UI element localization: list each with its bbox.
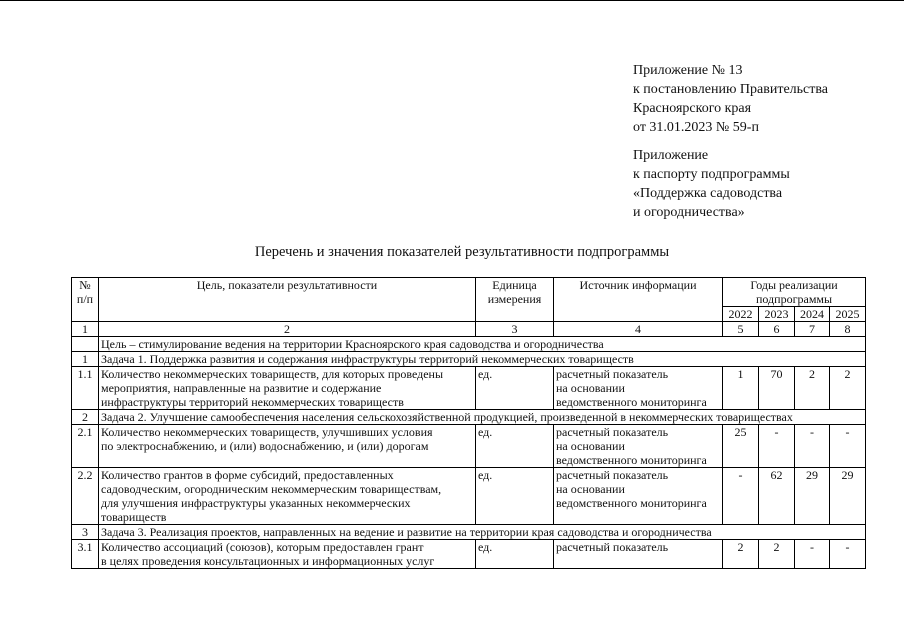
indicator-line: Количество грантов в форме субсидий, предоставленных bbox=[101, 468, 394, 482]
appendix-line: к постановлению Правительства bbox=[633, 82, 829, 97]
table-header-row bbox=[72, 278, 866, 307]
task-num: 2 bbox=[72, 410, 99, 425]
year-cell: 2023 bbox=[759, 307, 795, 322]
value-2024: - bbox=[795, 425, 830, 468]
indicator-unit: ед. bbox=[476, 468, 554, 525]
value-2022: - bbox=[723, 468, 759, 525]
value-2024: 2 bbox=[795, 367, 830, 410]
value-2022: 1 bbox=[723, 367, 759, 410]
value-2024: 29 bbox=[795, 468, 830, 525]
header-years-label: Годы реализации bbox=[750, 278, 838, 292]
goal-row bbox=[72, 337, 866, 352]
indicator-unit: ед. bbox=[476, 367, 554, 410]
value-2022: 2 bbox=[723, 540, 759, 569]
column-number: 8 bbox=[830, 322, 866, 337]
source-line: на основании bbox=[556, 482, 625, 496]
value-2022: 25 bbox=[723, 425, 759, 468]
year-cell: 2022 bbox=[723, 307, 759, 322]
value-2023: 2 bbox=[759, 540, 795, 569]
source-line: расчетный показатель bbox=[556, 540, 669, 554]
header-num-label: № bbox=[79, 278, 91, 292]
header-source-cell: Источник информации bbox=[554, 278, 723, 322]
indicator-unit: ед. bbox=[476, 425, 554, 468]
indicator-num: 2.2 bbox=[72, 468, 99, 525]
value-2025: - bbox=[830, 540, 866, 569]
goal-num-cell bbox=[72, 337, 99, 352]
column-number-row bbox=[72, 322, 866, 337]
column-number: 2 bbox=[99, 322, 476, 337]
header-num-cell bbox=[72, 278, 99, 322]
indicator-text bbox=[99, 425, 476, 468]
indicator-source bbox=[554, 468, 723, 525]
appendix-line: и огородничества» bbox=[633, 205, 745, 220]
indicator-line: мероприятия, направленные на развитие и содержание bbox=[101, 381, 382, 395]
indicator-source bbox=[554, 540, 723, 569]
appendix-block bbox=[633, 61, 828, 137]
header-unit-label: измерения bbox=[487, 292, 542, 306]
indicator-line: в целях проведения консультационных и информационных услуг bbox=[101, 554, 435, 568]
value-2023: - bbox=[759, 425, 795, 468]
source-line: ведомственного мониторинга bbox=[556, 453, 707, 467]
value-2023: 70 bbox=[759, 367, 795, 410]
column-number: 6 bbox=[759, 322, 795, 337]
indicator-line: Количество ассоциаций (союзов), которым предоставлен грант bbox=[101, 540, 424, 554]
value-2023: 62 bbox=[759, 468, 795, 525]
column-number: 3 bbox=[476, 322, 554, 337]
header-unit-cell bbox=[476, 278, 554, 322]
source-line: расчетный показатель bbox=[556, 425, 669, 439]
appendix-line: к паспорту подпрограммы bbox=[633, 167, 790, 182]
task-row bbox=[72, 410, 866, 425]
indicator-text bbox=[99, 540, 476, 569]
header-years-label: подпрограммы bbox=[755, 292, 833, 306]
header-unit-label: Единица bbox=[492, 278, 537, 292]
task-num: 3 bbox=[72, 525, 99, 540]
header-years-cell bbox=[723, 278, 866, 307]
task-text: Задача 2. Улучшение самообеспечения населения сельскохозяйственной продукцией, произведенной в некоммерческих товариществах bbox=[99, 410, 866, 425]
appendix-line: «Поддержка садоводства bbox=[633, 186, 783, 201]
appendix-line: Приложение № 13 bbox=[633, 63, 743, 78]
header-goal-cell: Цель, показатели результативности bbox=[99, 278, 476, 322]
value-2025: 2 bbox=[830, 367, 866, 410]
indicator-text bbox=[99, 367, 476, 410]
indicator-line: Количество некоммерческих товариществ, улучшивших условия bbox=[101, 425, 433, 439]
column-number: 1 bbox=[72, 322, 99, 337]
value-2024: - bbox=[795, 540, 830, 569]
indicator-source bbox=[554, 425, 723, 468]
indicator-line: инфраструктуры территорий некоммерческих товариществ bbox=[101, 395, 404, 409]
source-line: расчетный показатель bbox=[556, 468, 669, 482]
indicator-line: товариществ bbox=[101, 510, 167, 524]
source-line: расчетный показатель bbox=[556, 367, 669, 381]
year-cell: 2024 bbox=[795, 307, 830, 322]
indicator-row bbox=[72, 468, 866, 525]
indicators-table bbox=[71, 277, 866, 569]
passport-appendix-block bbox=[633, 146, 790, 222]
document-title: Перечень и значения показателей результативности подпрограммы bbox=[254, 244, 670, 260]
appendix-line: Приложение bbox=[633, 148, 709, 163]
indicator-row bbox=[72, 540, 866, 569]
indicator-num: 2.1 bbox=[72, 425, 99, 468]
task-row bbox=[72, 525, 866, 540]
value-2025: 29 bbox=[830, 468, 866, 525]
column-number: 4 bbox=[554, 322, 723, 337]
indicator-source bbox=[554, 367, 723, 410]
column-number: 5 bbox=[723, 322, 759, 337]
page-top-border bbox=[0, 0, 904, 1]
value-2025: - bbox=[830, 425, 866, 468]
year-cell: 2025 bbox=[830, 307, 866, 322]
appendix-line: от 31.01.2023 № 59-п bbox=[633, 120, 759, 135]
task-row bbox=[72, 352, 866, 367]
indicator-line: Количество некоммерческих товариществ, для которых проведены bbox=[101, 367, 444, 381]
indicator-line: для улучшения инфраструктуры указанных некоммерческих bbox=[101, 496, 411, 510]
indicator-num: 3.1 bbox=[72, 540, 99, 569]
task-text: Задача 1. Поддержка развития и содержания инфраструктуры территорий некоммерческих товариществ bbox=[99, 352, 866, 367]
goal-text: Цель – стимулирование ведения на территории Красноярского края садоводства и огородничества bbox=[99, 337, 866, 352]
indicator-line: по электроснабжению, и (или) водоснабжению, и (или) дорогам bbox=[101, 439, 429, 453]
header-num-label: п/п bbox=[76, 292, 94, 306]
indicator-row bbox=[72, 367, 866, 410]
column-number: 7 bbox=[795, 322, 830, 337]
source-line: ведомственного мониторинга bbox=[556, 496, 707, 510]
appendix-line: Красноярского края bbox=[633, 101, 752, 116]
source-line: на основании bbox=[556, 439, 625, 453]
task-num: 1 bbox=[72, 352, 99, 367]
source-line: ведомственного мониторинга bbox=[556, 395, 707, 409]
indicator-row bbox=[72, 425, 866, 468]
task-text: Задача 3. Реализация проектов, направленных на ведение и развитие на территории края садоводства и огородничества bbox=[99, 525, 866, 540]
indicator-line: садоводческим, огородническим некоммерческим товариществам, bbox=[101, 482, 442, 496]
indicator-text bbox=[99, 468, 476, 525]
indicator-num: 1.1 bbox=[72, 367, 99, 410]
indicator-unit: ед. bbox=[476, 540, 554, 569]
source-line: на основании bbox=[556, 381, 625, 395]
